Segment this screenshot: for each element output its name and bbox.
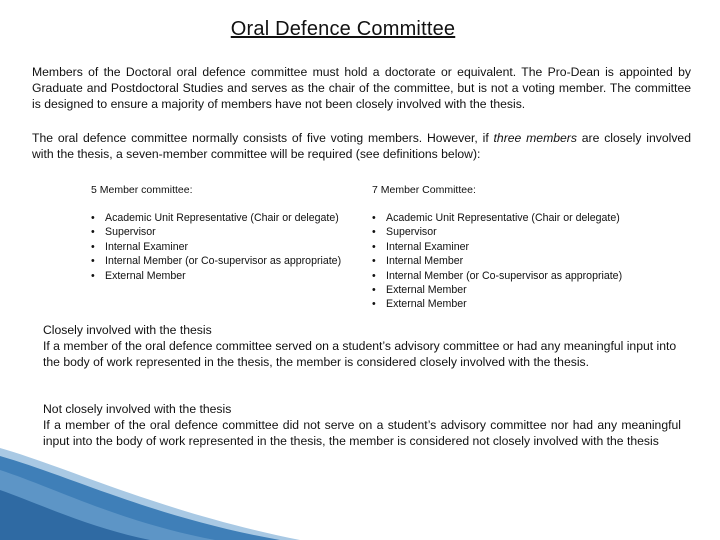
list-item: • Internal Examiner	[91, 240, 341, 254]
seven-member-list	[372, 211, 622, 312]
list-item: • Internal Member (or Co-supervisor as appropriate)	[372, 269, 622, 283]
list-item: • Supervisor	[372, 225, 622, 239]
composition-text-before: The oral defence committee normally consists of five voting members. However, if	[32, 131, 494, 145]
list-item: • Academic Unit Representative (Chair or delegate)	[372, 211, 622, 225]
seven-member-heading: 7 Member Committee:	[372, 184, 476, 196]
not-closely-involved-heading: Not closely involved with the thesis	[43, 402, 232, 416]
not-closely-involved-definition	[43, 401, 681, 449]
list-item: • Supervisor	[91, 225, 341, 239]
list-item: • Internal Member	[372, 254, 622, 268]
not-closely-involved-text: If a member of the oral defence committee did not serve on a student’s advisory committee nor had any meaningful input into the body of work represented in the thesis, the member is considered not closely involved with the thesis	[43, 418, 681, 448]
composition-emphasis: three members	[493, 131, 577, 145]
five-member-heading: 5 Member committee:	[91, 184, 193, 196]
closely-involved-text: If a member of the oral defence committee served on a student’s advisory committee or had any meaningful input into the body of work represented in the thesis, the member is considered closely involved with the thesis.	[43, 339, 677, 369]
five-member-list	[91, 211, 341, 283]
list-item: • Internal Examiner	[372, 240, 622, 254]
list-item: • External Member	[372, 297, 622, 311]
closely-involved-definition	[43, 322, 681, 370]
closely-involved-heading: Closely involved with the thesis	[43, 323, 212, 337]
list-item: • External Member	[372, 283, 622, 297]
list-item: • External Member	[91, 269, 341, 283]
page-title: Oral Defence Committee	[230, 18, 456, 40]
composition-paragraph	[32, 130, 691, 162]
composition-text-after: are closely involved with the thesis, a seven-member committee will be required (see definitions below):	[32, 131, 691, 161]
membership-paragraph: Members of the Doctoral oral defence committee must hold a doctorate or equivalent. The Pro-Dean is appointed by Graduate and Postdoctoral Studies and serves as the chair of the committee, but is not a voting member. The committee is designed to ensure a majority of members have not been closely involved with the thesis.	[32, 65, 691, 111]
list-item: • Internal Member (or Co-supervisor as appropriate)	[91, 254, 341, 268]
list-item: • Academic Unit Representative (Chair or delegate)	[91, 211, 341, 225]
